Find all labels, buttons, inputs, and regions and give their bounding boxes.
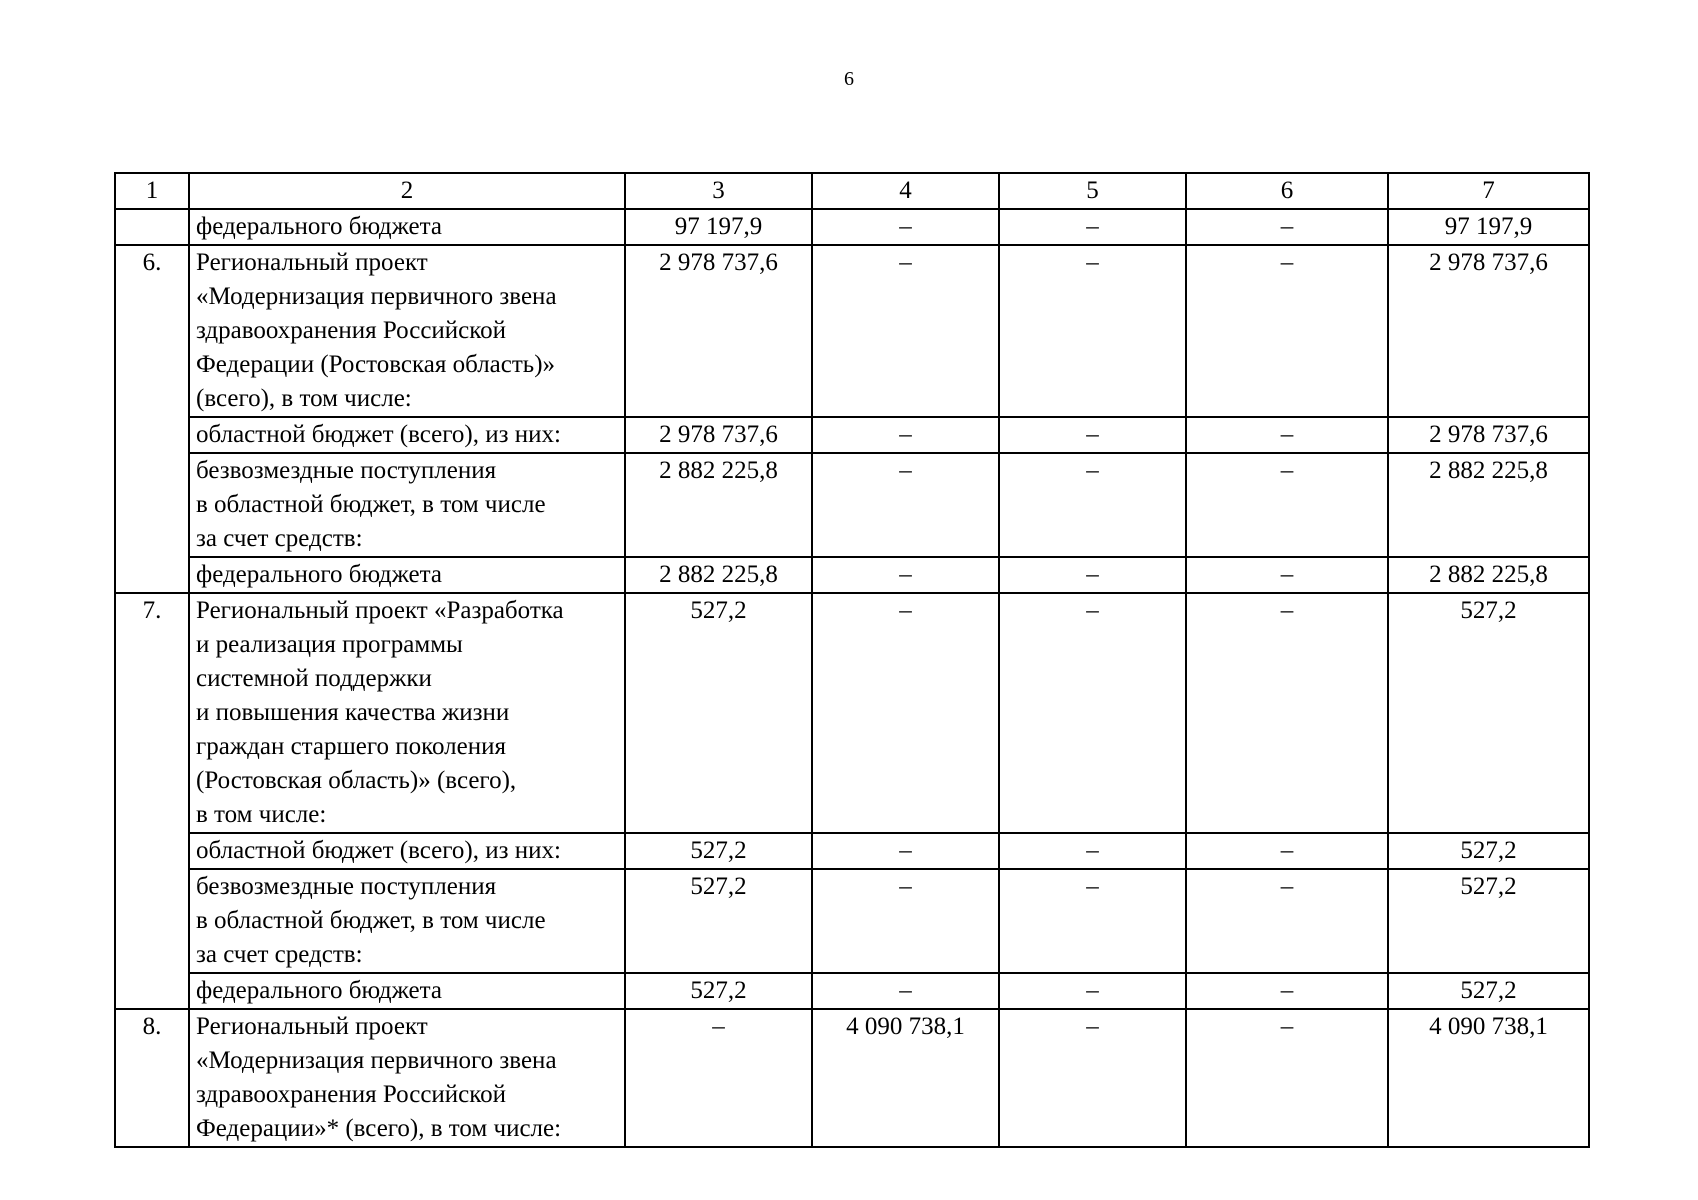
table-row [115, 417, 1589, 453]
value-cell-col7: 527,2 [1388, 593, 1589, 833]
table-row [115, 973, 1589, 1009]
value-cell-col7: 2 978 737,6 [1388, 245, 1589, 417]
value-cell-col6: – [1186, 833, 1388, 869]
header-cell: 7 [1388, 173, 1589, 209]
value-cell-col5: – [999, 869, 1186, 973]
table-row [115, 209, 1589, 245]
header-cell: 6 [1186, 173, 1388, 209]
table-row [115, 1009, 1589, 1147]
row-label-cell: федерального бюджета [189, 209, 625, 245]
value-cell-col6: – [1186, 1009, 1388, 1147]
value-cell-col7: 527,2 [1388, 833, 1589, 869]
value-cell-col3: 527,2 [625, 869, 812, 973]
table-row [115, 453, 1589, 557]
row-label-cell: областной бюджет (всего), из них: [189, 417, 625, 453]
row-label-cell: федерального бюджета [189, 973, 625, 1009]
value-cell-col5: – [999, 209, 1186, 245]
row-label-cell: Региональный проект «Разработка и реализация программы системной поддержки и повышения качества жизни граждан старшего поколения (Ростовская область)» (всего), в том числе: [189, 593, 625, 833]
row-label-cell: Региональный проект «Модернизация первичного звена здравоохранения Российской Федерации»* (всего), в том числе: [189, 1009, 625, 1147]
row-number-cell: 7. [115, 593, 189, 1009]
value-cell-col7: 527,2 [1388, 869, 1589, 973]
value-cell-col3: 2 882 225,8 [625, 557, 812, 593]
header-cell: 2 [189, 173, 625, 209]
value-cell-col5: – [999, 1009, 1186, 1147]
value-cell-col5: – [999, 245, 1186, 417]
value-cell-col7: 2 978 737,6 [1388, 417, 1589, 453]
value-cell-col3: 97 197,9 [625, 209, 812, 245]
value-cell-col5: – [999, 453, 1186, 557]
value-cell-col7: 97 197,9 [1388, 209, 1589, 245]
value-cell-col5: – [999, 557, 1186, 593]
value-cell-col3: 2 978 737,6 [625, 417, 812, 453]
table-row [115, 593, 1589, 833]
value-cell-col3: 527,2 [625, 973, 812, 1009]
row-label-cell: областной бюджет (всего), из них: [189, 833, 625, 869]
value-cell-col4: – [812, 245, 999, 417]
value-cell-col5: – [999, 593, 1186, 833]
value-cell-col7: 527,2 [1388, 973, 1589, 1009]
value-cell-col4: 4 090 738,1 [812, 1009, 999, 1147]
table-header-row [115, 173, 1589, 209]
value-cell-col6: – [1186, 209, 1388, 245]
value-cell-col7: 2 882 225,8 [1388, 557, 1589, 593]
value-cell-col4: – [812, 593, 999, 833]
header-cell: 3 [625, 173, 812, 209]
row-label-cell: федерального бюджета [189, 557, 625, 593]
table-row [115, 869, 1589, 973]
value-cell-col3: 527,2 [625, 833, 812, 869]
header-cell: 1 [115, 173, 189, 209]
value-cell-col4: – [812, 209, 999, 245]
row-label-cell: Региональный проект «Модернизация первичного звена здравоохранения Российской Федерации (Ростовская область)» (всего), в том числе: [189, 245, 625, 417]
value-cell-col6: – [1186, 417, 1388, 453]
value-cell-col4: – [812, 833, 999, 869]
table-row [115, 245, 1589, 417]
value-cell-col6: – [1186, 245, 1388, 417]
value-cell-col5: – [999, 417, 1186, 453]
table-row [115, 557, 1589, 593]
value-cell-col4: – [812, 869, 999, 973]
row-label-cell: безвозмездные поступления в областной бюджет, в том числе за счет средств: [189, 869, 625, 973]
value-cell-col3: 2 882 225,8 [625, 453, 812, 557]
value-cell-col3: – [625, 1009, 812, 1147]
value-cell-col6: – [1186, 557, 1388, 593]
value-cell-col7: 2 882 225,8 [1388, 453, 1589, 557]
value-cell-col6: – [1186, 453, 1388, 557]
row-number-cell [115, 209, 189, 245]
header-cell: 4 [812, 173, 999, 209]
value-cell-col5: – [999, 973, 1186, 1009]
value-cell-col4: – [812, 453, 999, 557]
value-cell-col3: 527,2 [625, 593, 812, 833]
page-number: 6 [844, 68, 854, 90]
row-number-cell: 8. [115, 1009, 189, 1147]
row-number-cell: 6. [115, 245, 189, 593]
value-cell-col3: 2 978 737,6 [625, 245, 812, 417]
value-cell-col6: – [1186, 869, 1388, 973]
value-cell-col7: 4 090 738,1 [1388, 1009, 1589, 1147]
header-cell: 5 [999, 173, 1186, 209]
value-cell-col4: – [812, 973, 999, 1009]
value-cell-col4: – [812, 417, 999, 453]
row-label-cell: безвозмездные поступления в областной бюджет, в том числе за счет средств: [189, 453, 625, 557]
budget-table [114, 172, 1590, 1148]
value-cell-col5: – [999, 833, 1186, 869]
value-cell-col4: – [812, 557, 999, 593]
value-cell-col6: – [1186, 973, 1388, 1009]
value-cell-col6: – [1186, 593, 1388, 833]
table-row [115, 833, 1589, 869]
